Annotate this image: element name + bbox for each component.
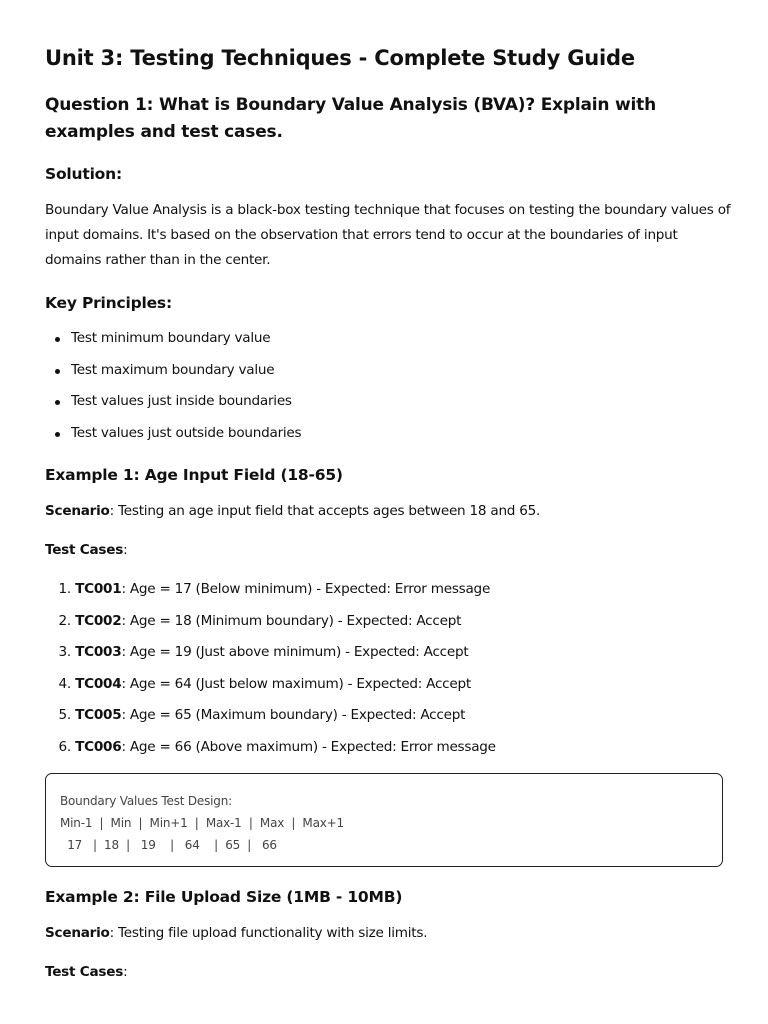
example1-scenario	[45, 500, 540, 522]
solution-heading: Solution:	[45, 165, 122, 183]
test-case-item: 1. TC001: Age = 17 (Below minimum) - Expected: Error message	[58, 581, 491, 597]
test-case-item: 5. TC005: Age = 65 (Maximum boundary) - Expected: Accept	[58, 707, 466, 723]
principles-heading: Key Principles:	[45, 294, 172, 312]
test-case-item: 6. TC006: Age = 66 (Above maximum) - Expected: Error message	[58, 738, 496, 755]
test-case-id: TC002	[75, 612, 122, 629]
test-case-id: TC006	[75, 738, 122, 755]
page-title: Unit 3: Testing Techniques - Complete Study Guide	[45, 46, 635, 70]
example1-test-cases-label: Test Cases:	[45, 542, 128, 558]
example2-heading: Example 2: File Upload Size (1MB - 10MB)	[45, 888, 403, 906]
test-cases-label: Test Cases	[45, 964, 124, 980]
code-line: Boundary Values Test Design:	[60, 794, 232, 808]
code-line: 17 | 18 | 19 | 64 | 65 | 66	[60, 838, 277, 852]
test-case-id: TC005	[75, 707, 122, 723]
list-item: Test values just inside boundaries	[45, 389, 301, 421]
test-case-id: TC004	[75, 675, 122, 692]
scenario-label: Scenario	[45, 925, 110, 941]
scenario-text: : Testing file upload functionality with size limits.	[109, 925, 428, 941]
solution-paragraph: Boundary Value Analysis is a black-box testing technique that focuses on testing the boundary values of input domains. It's based on the observation that errors tend to occur at the boundaries of input domains rather than in the center.	[45, 202, 731, 268]
scenario-text: : Testing an age input field that accepts ages between 18 and 65.	[109, 503, 541, 519]
list-item: Test maximum boundary value	[45, 358, 301, 390]
question-heading: Question 1: What is Boundary Value Analysis (BVA)? Explain with examples and test cases.	[45, 95, 657, 142]
example1-test-case-list	[45, 578, 496, 767]
example1-heading: Example 1: Age Input Field (18-65)	[45, 466, 343, 484]
scenario-label: Scenario	[45, 503, 110, 519]
list-item: Test minimum boundary value	[45, 326, 301, 358]
test-case-id: TC001	[75, 581, 122, 597]
test-case-item: 4. TC004: Age = 64 (Just below maximum) - Expected: Accept	[58, 675, 471, 692]
example2-test-cases-label: Test Cases:	[45, 964, 128, 980]
test-cases-label: Test Cases	[45, 542, 124, 558]
test-case-item: 2. TC002: Age = 18 (Minimum boundary) - Expected: Accept	[58, 612, 462, 629]
code-line: Min-1 | Min | Min+1 | Max-1 | Max | Max+1	[60, 816, 344, 830]
example2-scenario	[45, 922, 427, 944]
boundary-values-code-block	[45, 773, 723, 867]
principles-list	[45, 326, 301, 452]
test-case-item: 3. TC003: Age = 19 (Just above minimum) - Expected: Accept	[58, 644, 469, 660]
test-case-id: TC003	[75, 644, 122, 660]
list-item: Test values just outside boundaries	[45, 421, 301, 453]
